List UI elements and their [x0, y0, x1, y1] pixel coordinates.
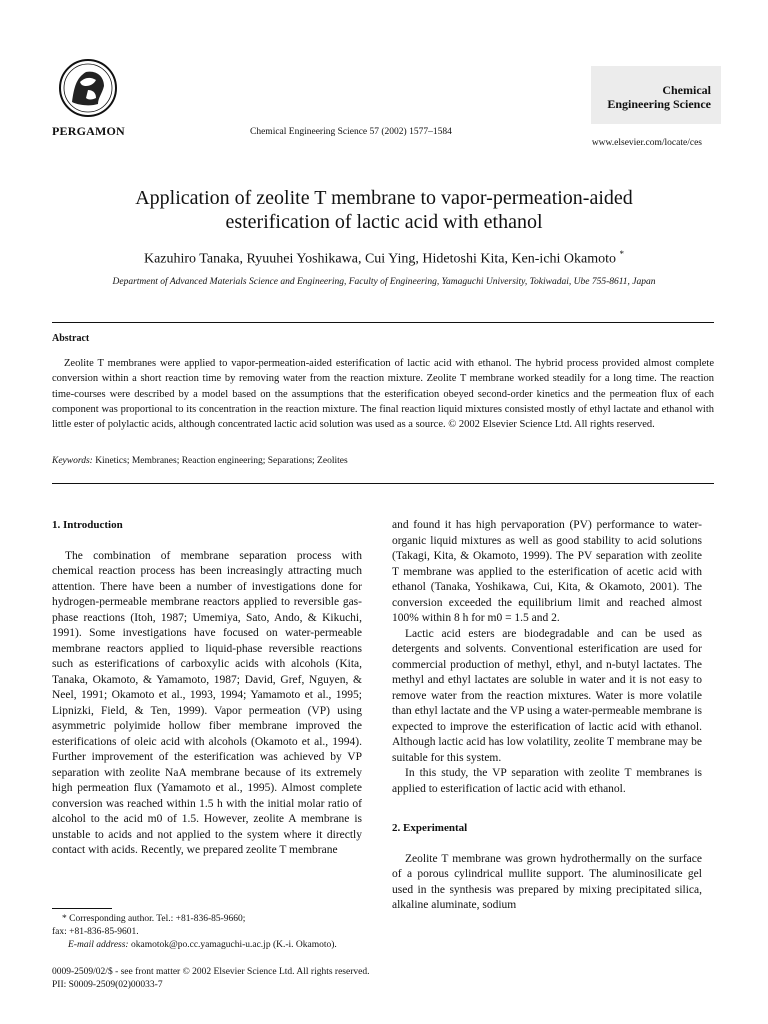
journal-title-box [591, 66, 721, 124]
issn-line: 0009-2509/02/$ - see front matter © 2002 Elsevier Science Ltd. All rights reserved. [52, 967, 370, 977]
keywords [52, 456, 348, 466]
section-heading-introduction: 1. Introduction [52, 519, 123, 531]
abstract-top-rule [52, 322, 714, 323]
right-paragraph-1: and found it has high pervaporation (PV) performance to water-organic liquid mixtures as well as good stability to acid solutions (Takagi, Kita, & Okamoto, 1999). The PV separation with zeolite T membrane was applied to the esterification of acetic acid with ethanol (Tanaka, Yoshikawa, Cui, Kita, & Okamoto, 2001). The conversion exceeded the equilibrium limit and reached almost 100% within 8 h for m0 = 1.5 and 2. [392, 519, 702, 624]
pergamon-logo [58, 58, 118, 118]
journal-name-line1: Chemical [662, 83, 711, 97]
title-line-2: esterification of lactic acid with ethanol [225, 211, 543, 233]
journal-url[interactable]: www.elsevier.com/locate/ces [591, 138, 702, 148]
email-label: E-mail address: [68, 940, 129, 950]
section-heading-experimental: 2. Experimental [392, 822, 468, 834]
keywords-list: Kinetics; Membranes; Reaction engineering; Separations; Zeolites [95, 456, 348, 466]
abstract-text: Zeolite T membranes were applied to vapor-permeation-aided esterification of lactic acid with ethanol. The hybrid process provided almost complete conversion within a short reaction time by removing water from the reaction mixture. Zeolite T membrane worked steadily for a long time. The reaction time-courses were described by a model based on the assumptions that the esterification obeyed second-order kinetics and the permeation flux of each component was proportional to its concentration in the reaction mixture. The final reaction liquid mixtures consisted mostly of ethyl lactate and ethanol with little ester of polylactic acids, although concentrated lactic acid solution was used as a source. © 2002 Elsevier Science Ltd. All rights reserved. [52, 358, 714, 431]
keywords-label: Keywords: [52, 456, 93, 466]
author-list [0, 249, 768, 268]
title-line-1: Application of zeolite T membrane to vapor-permeation-aided [135, 187, 633, 209]
article-title [0, 186, 768, 234]
copyright-block [52, 966, 369, 992]
journal-name [591, 83, 711, 111]
footnotes [52, 913, 372, 952]
right-paragraph-2: Lactic acid esters are biodegradable and can be used as detergents and solvents. Conventional esterification are used for commercial production of methyl, ethyl, and n-butyl lactates. The methyl and ethyl lactates are soluble in water and it is not easy to remove water from the reaction mixtures. Water is more volatile than ethyl lactate and the VP using a water-permeable membrane is expected to improve the esterification of lactic acid with ethanol. Although lactic acid has low volatility, zeolite T membrane may be suitable for this system. [392, 627, 702, 764]
footnote-rule [52, 908, 112, 909]
abstract-heading: Abstract [52, 333, 90, 344]
publisher-name: PERGAMON [52, 124, 125, 138]
email-address[interactable]: okamotok@po.cc.yamaguchi-u.ac.jp (K.-i. Okamoto). [130, 940, 337, 950]
footnote-corresponding: * Corresponding author. Tel.: +81-836-85-9660; [62, 914, 246, 924]
footnote-email [52, 939, 372, 952]
pii-line: PII: S0009-2509(02)00033-7 [52, 980, 163, 990]
authors-text: Kazuhiro Tanaka, Ryuuhei Yoshikawa, Cui Ying, Hidetoshi Kita, Ken-ichi Okamoto [143, 251, 617, 267]
affiliation: Department of Advanced Materials Science and Engineering, Faculty of Engineering, Yamaguchi University, Tokiwadai, Ube 755-8611, Japan [112, 277, 656, 287]
right-column [392, 518, 702, 914]
left-column [52, 518, 362, 859]
corresponding-author-mark: * [619, 249, 625, 259]
abstract-bottom-rule [52, 483, 714, 484]
journal-citation: Chemical Engineering Science 57 (2002) 1577–1584 [250, 127, 452, 137]
journal-name-line2: Engineering Science [607, 97, 711, 111]
experimental-paragraph-1: Zeolite T membrane was grown hydrothermally on the surface of a porous cylindrical mullite support. The aluminosilicate gel used in the synthesis was prepared by mixing precipitated silica, alkaline aluminate, sodium [392, 852, 702, 911]
intro-paragraph-1: The combination of membrane separation process with chemical reaction process has been increasingly attracting much attention. There have been a number of investigations done for hydrogen-permeable membrane reactors applied to reversible gas-phase reactions (Itoh, 1987; Umemiya, Sato, Ando, & Kikuchi, 1991). Some investigations have focused on water-permeable membrane reactors applied to liquid-phase reversible reactions such as esterifications of carboxylic acids with alcohols (Kita, Tanaka, Okamoto, & Yamamoto, 1987; David, Gref, Nguyen, & Neel, 1991; Okamoto et al., 1993, 1994; Yamamoto et al., 1995; Lipnizki, Field, & Ten, 1999). Vapor permeation (VP) using asymmetric polyimide hollow fiber membrane improved the esterifications of oleic acid with alcohols (Okamoto et al., 1994). Further improvement of the esterification was achieved by VP separation with zeolite NaA membrane because of its extremely high permeation flux (Yamamoto et al., 1995). Almost complete conversion was reached within 1.5 h with the initial molar ratio of alcohol to the acid m0 of 1.5. However, zeolite A membrane is unstable to acids and not applied to the system where it directly contact with acids. Recently, we prepared zeolite T membrane [52, 549, 362, 856]
footnote-fax: fax: +81-836-85-9601. [52, 927, 139, 937]
right-paragraph-3: In this study, the VP separation with zeolite T membranes is applied to esterification of lactic acid with ethanol. [392, 767, 702, 795]
